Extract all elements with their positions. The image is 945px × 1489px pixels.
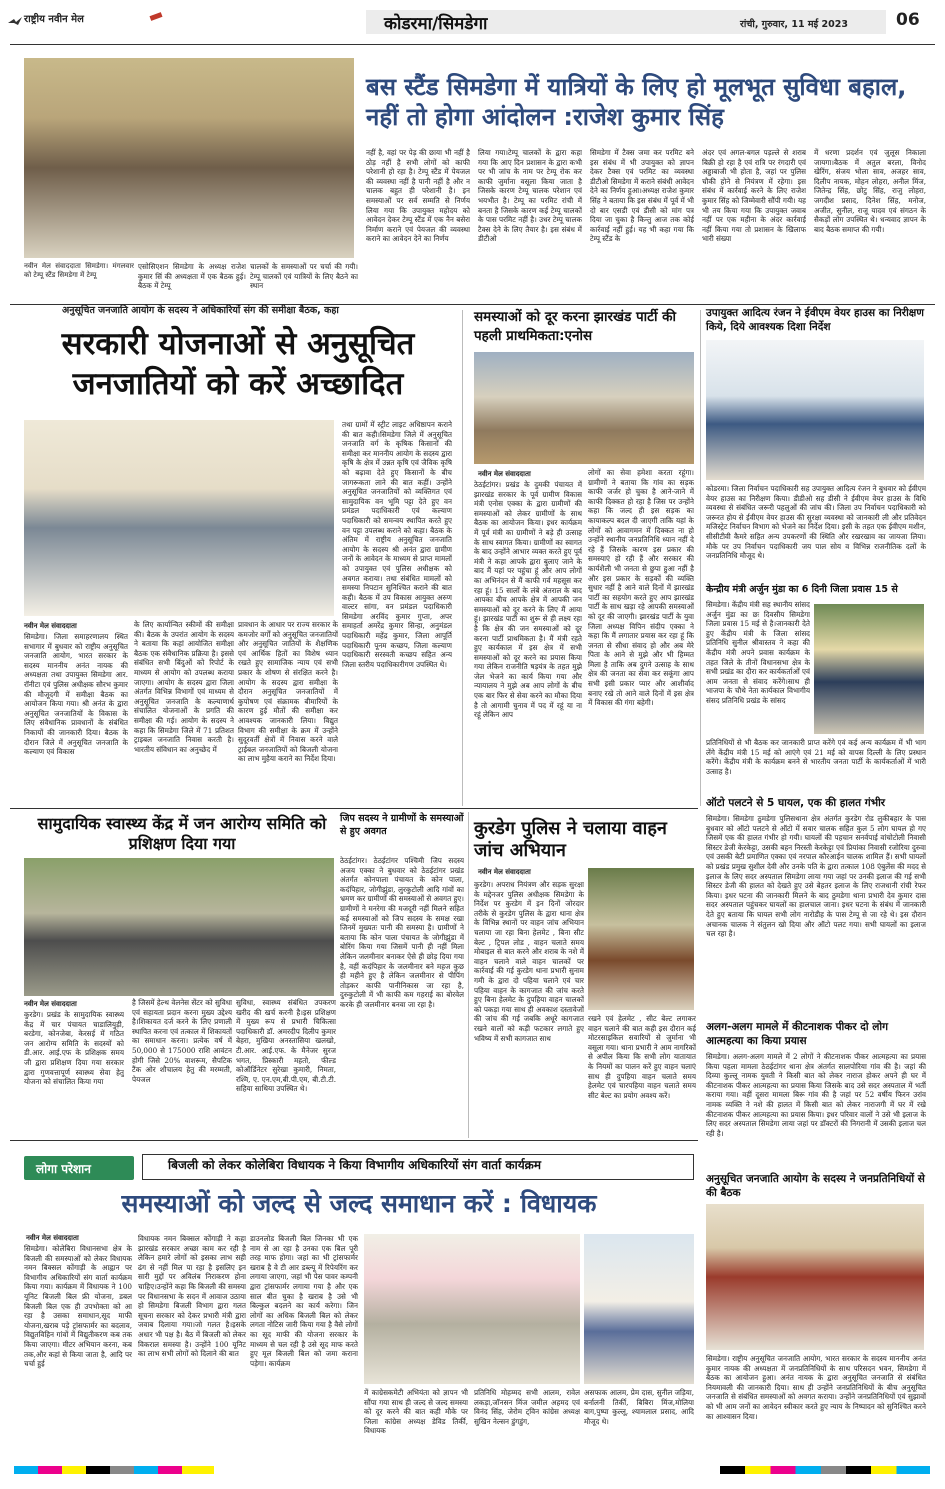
story12-col3: डाउनलोड बिजली बिल जिनका भी एक नाम से आ रहा है उनका एक बिल पूरी तरह माफ होगा। जहां का भी ट्रांसफार्मर खराब है वे टी आर डब्ल्यू में रिपेयरिंग कर लगाया जाएगा, जहां भी पेस पावर कम्पनी द्वारा ट्रांसफार्मर लगाया गया है और एक साल बीत चुका है खराब है उसे भी बिल्कुल बदलने का कार्य करेगा। जिन लोगों का अधिक बिजली बिल को लेकर लगता नोटिस जारी किया गया है वैसे लोगों का सूद माफी की योजना सरकार के माध्यम से चल रही है उसे सूद माफ करते हुए मूल बिजली बिल को जमा कराना पड़ेगा। कार्यक्रम (250, 1234, 358, 1368)
page-number: 06 (896, 10, 920, 30)
story3-col2: लोगों का सेवा हमेशा करता रहूंगा। ग्रामीणों ने बताया कि गांव का सड़क काफी जर्जर हो चुका है आने-जाने में काफी दिक्कत हो रहा है जिस पर उन्होंने कहा कि जल्द ही इस सड़क का कायाकल्प बदल दी जाएगी ताकि यहां के लोगों को आवागमन में दिक्कत ना हो उन्होंने स्थानीय जनप्रतिनिधि ध्यान नहीं दे रहे हैं जिसके कारण इस प्रकार की समस्याएं हो रही हैं और सरकार की कार्यशैली भी जनता से छुपा हुआ नहीं है और इस प्रकार के सड़कों की व्यक्ति सुधार नहीं है आने वाले दिनों में झारखंड पार्टी का सहयोग करते हुए आप झारखंड पार्टी के साथ खड़ा रहे आपकी समस्याओं को दूर की जाएगी। झारखंड पार्टी के युवा जिला अध्यक्ष विपिन संदीप एक्का ने कहा कि मैं लगातार प्रयास कर रहा हूं कि जनता से सीधा संवाद हो और अब मेरे पिता के आने से मुझे और भी हिम्मत मिला है ताकि अब दुगने उत्साह के साथ क्षेत्र की जनता का सेवा कर सकूंगा आप सभी इसी प्रकार प्यार और आशीर्वाद बनाए रखे तो आने वाले दिनों में इस क्षेत्र में विकास की गंगा बहेगी। (588, 468, 694, 708)
paper-name: राष्ट्रीय नवीन मेल (24, 14, 84, 25)
story9-col3: सुविधा, स्वास्थ्य संबंधित उपकरण खरीद की खर्च करनी है।इस प्रशिक्षण में मुख्य रूप से प्रभारी चिकित्सा पदाधिकारी डॉ. अमरदीप दिलीप कुमार बेहरा, मुखिया अनस्तासिया खलखो, टी.आर. आई.एफ. के मैनेजर सुरज भगत, प्रिस्कारी महतो, फील्ड कोऑर्डिनेटर सुरेखा कुमारी, निमता, रश्मि, ए. एन.एम,बी.पी.एम, बी.टी.टी. सहिया साथिया उपस्थित थे। (236, 998, 336, 1094)
story2-kicker: अनुसूचित जनजाति आयोग के सदस्य ने अधिकारियों संग की समीक्षा बैठक, कहा (62, 305, 339, 316)
story9-col2: है जिसमें हेल्थ वेलनेस सेंटर को सुविधा एवं सहायता प्रदान करना मुख्य उद्देश्य है।शिकायत दर्ज करने के लिए प्रणाली स्थापित करना एवं तत्काल में शिकायतों का समाधान करना। प्रत्येक वर्ष में 50,000 से 175000 राशि आवंटन होगी जिसे 20% वाशरूम, सैपटिक टैंक ओर शौचालय हेतु की मरम्मती, पेयजल (132, 998, 232, 1084)
story12-col2: विधायक नमन बिक्सल कोंगाड़ी ने कहा झारखंड सरकार अच्छा काम कर रही है लेकिन हमारे लोगों को इसका लाभ सही ढंग से नहीं मिल पा रहा है इसलिए इन सारी मुद्दों पर अविलंब निराकरण होना चाहिए।उन्होंने कहा कि बिजली की समस्या पर विधानसभा के सदन में आवाज उठाया हो सिमडेगा बिजली विभाग द्वारा गलत सूचना सरकार को देकर प्रभारी मंत्री द्वारा जवाब दिलाया गया।जो गलत है।इसके अधार भी पक्ष है। बैठ में बिजली को लेकर विकराल समस्या है। उन्होंने 100 यूनिट का लाभ सभी लोगों को दिलाने की बात (138, 1234, 246, 1359)
story12-caption2: प्रतिनिधि मोहम्मद सभी आलम, रावेल लकड़ा,जॉनसन मिंज जमील अहमद एवं विनंद सिंह, जेरोम ट्विन कांग्रेस अध्यक्ष सुखिन नेल्सन डुंगडुंग, (474, 1388, 580, 1426)
section-rule (10, 1140, 698, 1141)
story5-headline: केन्द्रीय मंत्री अर्जुन मुंडा का 6 दिनी जिला प्रवास 15 से (706, 584, 898, 595)
col-divider (468, 812, 469, 1138)
pencil-icon (150, 12, 163, 21)
story12-kicker: बिजली को लेकर कोलेबिरा विधायक ने किया विभागीय अधिकारियों संग वार्ता कार्यक्रम (168, 1158, 542, 1172)
photo-arjun-munda (814, 604, 924, 734)
story7-body: सिमडेगा। अलग-अलग मामले में 2 लोगों ने कीटनाशक पीकर आत्महत्या का प्रयास किया पहला मामला ठेठईटांगर थाना क्षेत्र अंतर्गत सालपोरिया गांव की है। जहां की दिव्या कुल्लू नामक युवती ने किसी बात को लेकर नाराज होकर अपने ही घर में कीटनाशक पीकर आत्महत्या का प्रयास किया जिसके बाद उसे सदर अस्पताल में भर्ती कराया गया। वहीं दूसरा मामला बिरू गांव की है जहां पर 52 वर्षीय फिरन उरांव नामक व्यक्ति ने नशे की हालत में किसी बात को लेकर नाराजगी में घर में रखे कीटनाशक पीकर आत्महत्या का प्रयास किया। इधर परिवार वालों ने उसे भी इलाज के लिए सदर अस्पताल सिमडेगा लाया जहां पर डॉक्टरों की निगरानी में उसकी इलाज चल रही है। (706, 1052, 926, 1138)
masthead-rule (10, 44, 935, 45)
story2-headline: सरकारी योजनाओं से अनुसूचित जनजातियों को करें अच्छादित (61, 326, 415, 402)
story10-body: ठेठईटांगर। ठेठईटांगर पश्चिमी जिप सदस्य अजय एक्का ने बुधवार को ठेठईटांगर प्रखंड अंतर्गत कोनपाला पंचायत के कोन पाला, कदंपिहार, जोगीझुंडा, लुरकुटोली आदि गांवों का भ्रमण कर ग्रामीणों की समस्याओं से अवगत हुए। ग्रामीणों ने मनरेगा की मजदूरी नहीं मिलने सहित कई समस्याओं को जिप सदस्य के समक्ष रखा जिनमें मुख्यतः पानी की समस्या है। ग्रामीणों ने बताया कि कोन पाला पंचायत के जोगीझुंडा में बोरिंग किया गया जिसमें पानी ही नहीं मिला लेकिन जलमीनार बनाकर ऐसे ही छोड़ दिया गया है, वहीं कदंपिहार के जलमीनार बने महज कुछ ही महीने हुए है लेकिन जलमीनार से पीपिंग तोड़कर काफी पानीनिकास जा रहा है, दुरुकुटोली में भी काफी कम गहराई का बोरवेल करके ही जलमीनार बनवा जा रहा है। (340, 856, 464, 1009)
section-title: कोडरमा/सिमडेगा (384, 14, 488, 34)
story1-col4: लिया गया।टेम्पू चालकों के द्वारा कहा गया कि आए दिन प्रशासन के द्वारा कभी पर भी जांच के नाम पर टेम्पू रोक कर काफी जुर्माना वसूला किया जाता है जिसके कारण टेम्पू चालक परेशान एवं भयभीत है। टेम्पू का परमिट रांची में बनता है जिसके कारण कई टेम्पू चालकों के पास परमिट नहीं है। उधर टेम्पू चालक टैक्स देने के लिए तैयार है। इस संबंध में डीटीओ (478, 148, 582, 244)
photo-enos-meeting (474, 352, 694, 464)
story6-body: सिमडेगा। सिमडेगा ठुमडेगा पुलिसथाना क्षेत्र अंतर्गत कुरडेग रोड लुकीबहार के पास बुधवार को ऑटो पलटने से ऑटो में सवार चालक सहित कुल 5 लोग घायल हो गए जिसमें एक की हालत गंभीर हो गयी। घायलों की पहचान सनर्वपाई वांचोटोली निवासी सिस्टर डेजी केरकेट्टा, उसकी बहन निरस्ती केरकेट्टा एवं प्रियांका निवासी रजोरिया दुरुवा एवं उसकी बेटी प्रमाणित एक्का एवं नरपाल कौरआईन चालक शामिल हैं। सभी घायलों को प्रखंड प्रमुख सुशील देवी और उनके पति के द्वारा तत्काल 108 एंबुलेंस की मदद से इलाज के लिए सदर अस्पताल सिमडेगा लाया गया जहां पर उनकी इलाज की गई सभी सिस्टर डेजी की हालत को देखते हुए उसे बेहतर इलाज के लिए राजधानी रांची रेफर किया। इधर घटना की जानकारी मिलने के बाद ठुमडेगा थाना प्रभारी देव कुमार दास सदर अस्पताल पहुंचकर घायलों का हालचाल जाना। इधर घटना के संबंध में जानकारी देते हुए बताया कि घायल सभी लोग नारोडीह के पास टेम्पू से जा रहे थे। इस दौरान अचानक चालक ने संतुलन खो दिया और ऑटो पलट गया। सभी घायलों का इलाज चल रहा है। (706, 814, 926, 939)
story9-headline: सामुदायिक स्वास्थ्य केंद्र में जन आरोग्य समिति को प्रशिक्षण दिया गया (37, 814, 327, 853)
photo-commission-meeting (24, 420, 334, 616)
story2-col4: तथा ग्रामों में स्ट्रीट लाइट अधिष्ठापन कराने की बात कही।सिमडेगा जिले में अनुसूचित जनजाति वर्ग के कृषिक किसानों की समीक्षा कर माननीय आयोग के सदस्य द्वारा कृषि के क्षेत्र में उन्नत कृषि एवं जैविक कृषि को बढ़ावा देते हुए किसानों के बीच जागरूकता लाने की बात कहीं। उन्होंने अनुसूचित जनजातियों को व्यक्तिगत एवं सामुदायिक वन भूमि पट्टा देते हुए वन प्रमंडल पदाधिकारी एवं कल्याण पदाधिकारी को समन्वय स्थापित करते हुए वन पट्टा उपलब्ध कराने को कहा। बैठक के अंतिम में राष्ट्रीय अनुसूचित जनजाति आयोग के सदस्य श्री अनंत द्वारा ग्रामीण जनों के आवेदन के माध्यम से प्राप्त मामलों को उपायुक्त एवं पुलिस अधीक्षक को अवगत कराया। तथा संबंधित मामलों को समस्या निपटान सुनिश्चित कराने की बात कही। बैठक में उप विकास आयुक्त अरुण वाल्टर सांगा, वन प्रमंडल पदाधिकारी सिमडेगा अरविंद कुमार गुप्ता, अपर समाहर्ता अमरेंद्र कुमार सिन्हा, अनुमंडल पदाधिकारी महेंद्र कुमार, जिला आपूर्ति पदाधिकारी पूनम कच्छप, जिला कल्याण पदाधिकारी सरस्वती कच्छप सहित अन्य जिला स्तरीय पदाधिकारीगण उपस्थित थे। (342, 420, 452, 669)
story12-headline: समस्याओं को जल्द से जल्द समाधान करें : विधायक (121, 1189, 597, 1218)
photo-evm-warehouse (706, 340, 924, 480)
story2-col1: सिमडेगा। जिला समाहरणालय स्थित सभागार में बुधवार को राष्ट्रीय अनुसूचित जनजाति आयोग, भारत सरकार के सदस्य माननीय अनंत नायक की अध्यक्षता तथा उपायुक्त सिमडेगा आर. रॉनीटा एवं पुलिस अधीक्षक सौरभ कुमार की मौजूदगी में समीक्षा बैठक का आयोजन किया गया। श्री अनंत के द्वारा अनुसूचित जनजातियों के विकास के लिए संवैधानिक प्रावधानों के संबंधित निकायों की जानकारी दिया। बैठक के दौरान जिले में अनुसूचित जनजाति के कल्याण एवं विकास (24, 632, 128, 757)
story8-caption: सिमडेगा। राष्ट्रीय अनुसूचित जनजाति आयोग, भारत सरकार के सदस्य माननीय अनंत कुमार नायक की अध्यक्षता में जनप्रतिनिधियों के साथ परिसदन भवन, सिमडेगा में बैठक का आयोजन हुआ। अनंत नायक के द्वारा अनुसूचित जनजाति से संबंधित नियमावली की जानकारी दिया। साथ ही उन्होंने जनप्रतिनिधियों के बीच अनुसूचित जनजाति से संबंधित समस्याओं को अवगत कराया। उन्होंने जनप्रतिनिधियों एवं सुझावों को भी आम जनों का आवेदन स्वीकार करते हुए न्याय के निष्पादन को सुनिश्चित करने का आश्वासन दिया। (706, 1354, 926, 1421)
story1-headline: बस स्टैंड सिमडेगा में यात्रियों के लिए हो मूलभूत सुविधा बहाल, नहीं तो होगा आंदोलन :राजेश कुमार सिंह (366, 73, 907, 131)
story10-kicker: जिप सदस्य ने ग्रामीणों के समस्याओं से हुए अवगत (340, 813, 464, 837)
story11-col1: कुरडेग। अपराध नियंत्रण और सड़क सुरक्षा के मद्देनजर पुलिस अधीक्षक सिमडेगा के निर्देश पर कुरडेग में इन दिनों जोरदार तरीके से कुरडेग पुलिस के द्वारा थाना क्षेत्र के विभिन्न स्थानों पर वाहन जांच अभियान चलाया जा रहा बिना हेलमेट , बिना सीट बेल्ट , ट्रिपल लोड , वाहन चलाते समय मोबाइल से बात करने और शराब के नशे में वाहन चलाने वाले वाहन चालकों पर कार्रवाई की गई कुरडेग थाना प्रभारी सुनाम गमी के द्वारा दो पहिया चलाने एवं चार पहिया वाहन के कागजात की जांच करते हुए बिना हेलमेट के दुपहिया वाहन चालकों को पकड़ा गया साथ ही अवकाश दस्तावेजों की जांच की गई जबकि अधूरे कागजात रखने वालों को कड़ी फटकार लगाते हुए भविष्य में सभी कागजात साथ (474, 880, 584, 1043)
story5-col2: प्रतिनिधियों से भी बैठक कर जानकारी प्राप्त करेंगे एवं कई अन्य कार्यक्रम में भी भाग लेंगे केंद्रीय मंत्री 15 मई को आएंगे एवं 21 मई को वापस दिल्ली के लिए प्रस्थान करेंगे। केंद्रीय मंत्री के कार्यक्रम बनने से भारतीय जनता पार्टी के कार्यकर्ताओं में भारी उत्साह है। (706, 738, 926, 776)
dateline: रांची, गुरुवार, 11 मई 2023 (740, 19, 848, 30)
col-divider (462, 310, 463, 806)
story2-byline: नवीन मेल संवाददाता (24, 622, 77, 630)
story2-col2: के लिए कार्यान्वित स्कीमों की समीक्षा की। बैठक के उपरांत आयोग के सदस्य ने बताया कि कहां आयोजित समीक्षा बैठक एक संवैधानिक प्रक्रिया है। इससे संबंधित सभी बिंदुओं को रिपोर्ट के माध्यम से आयोग को उपलब्ध कराया जाएगा। आयोग के सदस्य द्वारा जिला अंतर्गत विभिन्न विभागों एवं माध्यम से अनुसूचित जनजाति के कल्याणार्थ संचालित योजनाओं के प्रगति की समीक्षा की गई। आयोग के सदस्य ने कहा कि सिमडेगा जिले में 71 प्रतिशत ट्राइबल जनजाति निवास करती है। भारतीय संविधान का अनुच्छेद में (134, 620, 234, 754)
print-color-bar-left (14, 1466, 214, 1474)
section-rule (10, 808, 698, 809)
story1-caption: नवीन मेल संवाददाता सिमडेगा। मंगलवार को टेम्पू स्टैंड सिमडेगा में टेम्पू (24, 262, 134, 279)
story11-headline: कुरडेग पुलिस ने चलाया वाहन जांच अभियान (474, 818, 667, 861)
story7-headline: अलग-अलग मामले में कीटनाशक पीकर दो लोग आत्महत्या का किया प्रयास (706, 1021, 888, 1047)
story12-col1: सिमडेगा। कोलेबिरा विधानसभा क्षेत्र के बिजली की समस्याओं को लेकर विधायक नमन बिक्सल कोंगाड़ी के आह्वान पर विभागीय अधिकारियों संग वार्ता कार्यक्रम किया गया। कार्यक्रम में विधायक ने 100 यूनिट बिजली बिल फ्री योजना, डबल बिजली बिल एक ही उपभोक्ता को आ रहा है उसका समाधान,सूद माफी योजना,खराब पड़े ट्रांसफार्मर का बदलाव, विद्युतविहिन गांवों में विद्युतीकरण कब तक किया जाएगा। मीटर अभियान करना, कब तक,और कहां से किया जाता है, आदि पर चर्चा हुई (24, 1244, 132, 1369)
story2-col3: प्रावधान के आधार पर राज्य सरकार के कमजोर वर्गों को अनुसूचित जनजातियों और अनुसूचित जातियों के शैक्षणिक एवं आर्थिक हितों का विशेष ध्यान रखते हुए सामाजिक न्याय एवं सभी प्रकार के शोषण से संरक्षित करने है। आयोग के सदस्य द्वारा समीक्षा के दौरान अनुसूचित जनजातियों में कुपोषण एवं संक्रामक बीमारियों के कारण हुई मौतों की समीक्षा कर आवश्यक जानकारी लिया। विद्युत विभाग की समीक्षा के क्रम में उन्होंने सुदूरवर्ती क्षेत्रों में निवास करने वाले ट्राईबल जनजातियों को बिजली योजना का लाभ मुहैया कराने का निर्देश दिया। (238, 620, 338, 764)
photo-tempo-stand (24, 58, 354, 258)
story3-byline: नवीन मेल संवाददाता (478, 470, 531, 478)
photo-health-committee (24, 858, 334, 996)
story4-headline: उपायुक्त आदित्य रंजन ने ईवीएम वेयर हाउस का निरीक्षण किये, दिये आवश्यक दिशा निर्देश (706, 307, 924, 333)
photo-memorandum (584, 1234, 694, 1384)
story1-col2: चालकों के समस्याओं पर चर्चा की गयी। टेम्पू चालकों एवं यात्रियों के लिए बैठने का स्थान (250, 262, 358, 291)
story12-caption1: में काग्रेसकमेटी अभियंता को ज्ञापन भी सौंपा गया साथ ही जल्द से जल्द समस्या को दूर करने की बात कही मौके पर जिला कांग्रेस अध्यक्ष डेविड तिर्की, विधायक (364, 1388, 468, 1436)
story9-byline: नवीन मेल संवाददाता (24, 1000, 77, 1008)
story3-col1: ठेठईटांगर। प्रखंड के दुमकी पंचायत में झारखंड सरकार के पूर्व ग्रामीण विकास मंत्री एनोस एक्का के द्वारा ग्रामीणों की समस्याओं को लेकर ग्रामीणों के साथ बैठक का आयोजन किया। इधर कार्यक्रम में पूर्व मंत्री का ग्रामीणों ने बड़े ही उत्साह के साथ स्वागत किया। ग्रामीणों का स्वागत के बाद उन्होंने आभार व्यक्त करते हुए पूर्व मंत्री ने कहा आपके द्वारा बुलाए जाने के बाद मैं यहां पर पहुंचा हूं और आप लोगों का अभिनंदन से मैं काफी गर्व महसूस कर रहा हूं। 15 सालों के लंबे अंतराल के बाद आपका बीच आपके क्षेत्र में आपकी जन समस्याओं को दूर करने के लिए मैं आया हूं। झारखंड पार्टी का शुरू से ही लक्ष्य रहा है कि क्षेत्र की जन समस्याओं को दूर करना पार्टी प्राथमिकता है। मैं मंत्री रहते हुए कार्यकाल में इस क्षेत्र में सभी समस्याओं को दूर करने का प्रयास किया गया लेकिन राजनीति षड़यंत्र के तहत मुझे जेल भेजने का कार्य किया गया और न्यायालय ने मुझे अब आप लोगों के बीच एक बार फिर से सेवा करने का मौका दिया है तो आगामी चुनाव में पद में रहूं या ना रहूं लेकिन आप (474, 480, 582, 720)
story3-headline: समस्याओं को दूर करना झारखंड पार्टी की पहली प्राथमिकता:एनोस (474, 309, 677, 344)
story1-col6: अंदर एवं अगल-बगल पड़ल्ले से शराब बिक्री हो रहा है एवं रात्रि पर रंगदारी एवं अड्डाबाजी भी होता है, जहां पर पुलिस चौकी होने से नियंत्रण में रहेगा। इस संबंध में कार्रवाई करने के लिए राजेश कुमार सिंह को जिम्मेवारी सौंपी गयी। यह भी तय किया गया कि उपायुक्त जवाब नहीं पर एक महीना के अंदर कार्रवाई नहीं किया गया तो प्रशासन के खिलाफ भारी संख्या (702, 148, 806, 244)
photo-police-check (588, 868, 694, 1010)
story12-byline: नवीन मेल संवाददाता (26, 1234, 79, 1242)
story5-col1: सिमडेगा। केंद्रीय मंत्री सह स्थानीय सांसद अर्जुन मुंडा का छः दिवसीय सिमडेगा जिला प्रवास 15 मई से है।जानकारी देते हुए केंद्रीय मंत्री के जिला सांसद प्रतिनिधि सुनील श्रीवास्तव ने कहा की केंद्रीय मंत्री अपने प्रवास कार्यक्रम के तहत जिले के तीनों विधानसभा क्षेत्र के सभी प्रखंड का दौरा कर कार्यकर्ताओं एवं आम जनता से संवाद करेंगे।साथ ही भाजपा के चौथे नेता कार्यकाल विभागीय संसद प्रतिनिधि प्रखंड के सांसद (706, 600, 810, 705)
print-color-bar-right (720, 1466, 930, 1474)
bird-logo-icon (8, 12, 22, 22)
col-divider (700, 310, 701, 806)
story1-col5: सिमडेगा में टैक्स जमा कर परमिट बने इस संबंध में भी उपायुक्त को ज्ञापन देकर टैक्स एवं परमिट का व्यवस्था डीटीओ सिमडेगा में कराने संबंधी आवेदन देने का निर्णय हुआ।अध्यक्ष राजेश कुमार सिंह ने बताया कि इस संबंध में पूर्व में भी दो बार एसडी एवं डीसी को मांग पत्र दिया जा चुका है किन्तु आज तक कोई कार्रवाई नहीं हुई। यह भी कहा गया कि टेम्पू स्टैंड के (590, 148, 694, 244)
story1-col3: नहीं है, वहां पर पेड़ की छाया भी नहीं है ठोड़ नहीं है सभी लोगों को काफी परेशानी हो रहा है। टेम्पू स्टैंड में पेयजल की व्यवस्था नहीं है पानी नहीं है और न चालक बहुत ही परेशानी है। इन समस्याओं पर सर्व सम्मति से निर्णय लिया गया कि उपायुक्त महोदय को आवेदन देकर टेम्पू स्टैंड में एक नैन बसेरा निर्माण कराने एवं पेयजल की व्यवस्था कराने का आवेदन देने का निर्णय (366, 148, 470, 244)
story1-col7: में धरणा प्रदर्शन एवं जुलूस निकाला जायगा।बैठक में अतुल बरला, विनोद खेरिंग, संजय भोला साव, अजहर साव, दिलीप नायक, मोहन लोहरा, अनील मिंज, जितेन्द्र सिंह, छोटु सिंह, राजु लोहरा, जगदीश प्रसाद, दिनेश सिंह, मनोज, अजीत, सुनील, राजू यादव एवं संगठन के सैकड़ों लोग उपस्थित थे। धन्यवाद ज्ञापन के बाद बैठक समाप्त की गयी। (814, 148, 926, 234)
photo-mla-meeting (364, 1234, 580, 1384)
story11-byline: नवीन मेल संवाददाता (478, 868, 531, 876)
tag-label: लोगा परेशान (36, 1162, 91, 1176)
story12-caption3: असफाक आलम, प्रेम दास, सुनील जड़िया, बर्नालनी तिर्की, बिबिरा मिंज,मोलिया बाग,पुष्पा कुल्लू, श्यामलाल प्रसाद, आदि मौजूद थे। (584, 1388, 694, 1426)
story9-col1: कुरडेग। प्रखंड के सामुदायिक स्वास्थ्य केंद्र में चार पंचायत चाडालियुड़ी, बरडेगा, कोनजेबा, केरसई में गठित जन आरोग्य समिति के सदस्यों को डी.आर. आई.एफ के प्रशिक्षक समय जी द्वारा प्रशिक्षण दिया गया सरकार द्वारा गुणवत्तापूर्ण स्वास्थ्य सेवा हेतु योजना को संचालित किया गया (24, 1010, 124, 1087)
photo-commission-reps (706, 1204, 924, 1350)
story1-col1: एसोसिएशन सिमडेगा के अध्यक्ष राजेश कुमार सिं की अध्यक्षता में एक बैठक हुई। बैठक में टेम्पू (138, 262, 246, 291)
story4-body: कोडरमा। जिला निर्वाचन पदाधिकारी सह उपायुक्त आदित्य रंजन ने बुधवार को ईवीएम वेयर हाउस का निरीक्षण किया। डीडीओ सह डीसी ने ईवीएम वेयर हाउस के विधि व्यवस्था से संबंधित जरूरी पहलुओं की जांच की। जिला उप निर्वाचन पदाधिकारी को जरूरत होय से ईवीएम वेयर हाउस की सुरक्षा व्यवस्था को जानकारी ली और प्रतिवेदन मजिस्ट्रेट निर्वाचन विभाग को भेजने का निर्देश दिया। इसी के तहत एक ईवीएम मशीन, सीसीटीवी कैमरे सहित अन्य उपकरणों की स्थिति और रखरखाव का जायजा लिया। मौके पर उप निर्वाचन पदाधिकारी जय पाल सोय व विभिन्न राजनीतिक दलों के जनप्रतिनिधि मौजूद थे। (706, 484, 926, 561)
story11-col2: रखने एवं हेलमेट , सीट बेल्ट लगाकर वाहन चलाने की बात कही इस दौरान कई मोटरसाइकिल सवारियों से जुर्माना भी वसूला गया। थाना प्रभारी ने आम नागरिकों से अपील किया कि सभी लोग यातायात के नियमों का पालन करें हुए वाहन चलाएं साथ ही दुपहिया वाहन चलाते समय हेलमेट एवं चारपहिया वाहन चलाते समय सीट बेल्ट का प्रयोग अवश्य करें। (588, 1014, 696, 1100)
masthead-left (0, 0, 360, 44)
story8-headline: अनुसूचित जनजाति आयोग के सदस्य ने जनप्रतिनिधियों से की बैठक (706, 1173, 925, 1199)
story6-headline: ऑटो पलटने से 5 घायल, एक की हालत गंभीर (706, 797, 886, 809)
